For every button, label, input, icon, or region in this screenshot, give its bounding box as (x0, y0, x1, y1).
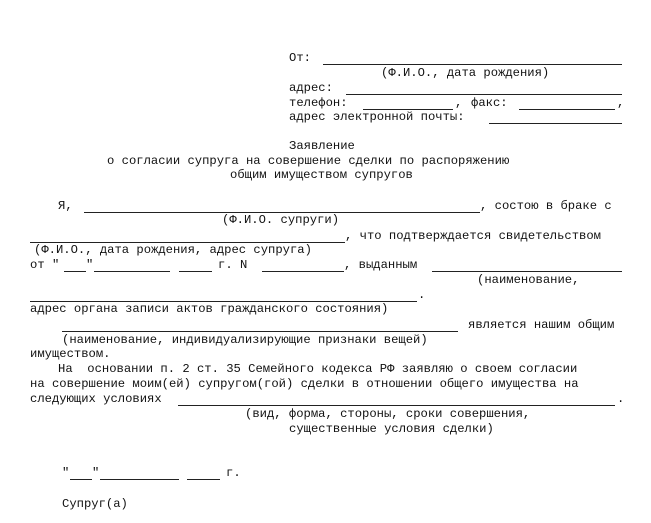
email-label: адрес электронной почты: (289, 110, 465, 124)
sign-year-blank (187, 479, 220, 480)
cert-number-label: г. N (218, 258, 248, 272)
phone-label: телефон: (289, 96, 348, 110)
spouse-caption-2: (Ф.И.О., дата рождения, адрес супруга) (34, 243, 312, 257)
sign-month-blank (100, 479, 179, 480)
cert-month-blank (94, 271, 170, 272)
ya-label: Я, (58, 199, 73, 213)
cert-date-open: от " (30, 258, 60, 272)
confirmed-text: , что подтверждается свидетельством (345, 229, 601, 243)
cert-date-close: " (86, 258, 94, 272)
issuer-caption: (наименование, (477, 273, 580, 287)
from-caption: (Ф.И.О., дата рождения) (381, 66, 550, 80)
document-subtitle-1: о согласии супруга на совершение сделки по распоряжению (107, 154, 510, 168)
issued-text: , выданным (344, 258, 418, 272)
property-blank (62, 331, 458, 332)
common-property-text: является нашим общим (468, 318, 615, 332)
registry-caption: адрес органа записи актов гражданского состояния) (30, 302, 389, 316)
spouse-caption: (Ф.И.О. супруги) (222, 213, 340, 227)
conditions-period: . (617, 392, 625, 406)
from-label: От: (289, 51, 311, 65)
sign-day-blank (70, 479, 92, 480)
signature-label: Супруг(а) (62, 497, 128, 511)
cert-number-blank (262, 271, 344, 272)
conditions-label: следующих условиях (30, 392, 162, 406)
conditions-blank (178, 405, 615, 406)
sign-date-close: " (92, 466, 100, 480)
document-subtitle-2: общим имуществом супругов (230, 168, 413, 182)
address-blank (346, 94, 622, 95)
fax-comma: , (617, 96, 625, 110)
fax-label: факс: (471, 96, 508, 110)
married-text: , состою в браке с (480, 199, 612, 213)
deal-caption-2: существенные условия сделки) (289, 422, 494, 436)
address-label: адрес: (289, 81, 333, 95)
deal-caption-1: (вид, форма, стороны, сроки совершения, (245, 407, 531, 421)
cert-year-blank (179, 271, 212, 272)
phone-comma: , (455, 96, 463, 110)
email-blank (489, 123, 622, 124)
registry-period: . (418, 288, 426, 302)
sign-date-open: " (62, 466, 70, 480)
sign-year-label: г. (226, 466, 241, 480)
fax-blank (519, 109, 615, 110)
document-title: Заявление (289, 139, 355, 153)
issuer-blank (432, 271, 622, 272)
basis-line-1: На основании п. 2 ст. 35 Семейного кодекса РФ заявляю о своем согласии (58, 362, 578, 376)
from-blank (323, 64, 622, 65)
cert-day-blank (64, 271, 86, 272)
basis-line-2: на совершение моим(ей) супругом(гой) сделки в отношении общего имущества на (30, 377, 579, 391)
property-text: имуществом. (30, 347, 111, 361)
property-caption: (наименование, индивидуализирующие признаки вещей) (62, 333, 428, 347)
